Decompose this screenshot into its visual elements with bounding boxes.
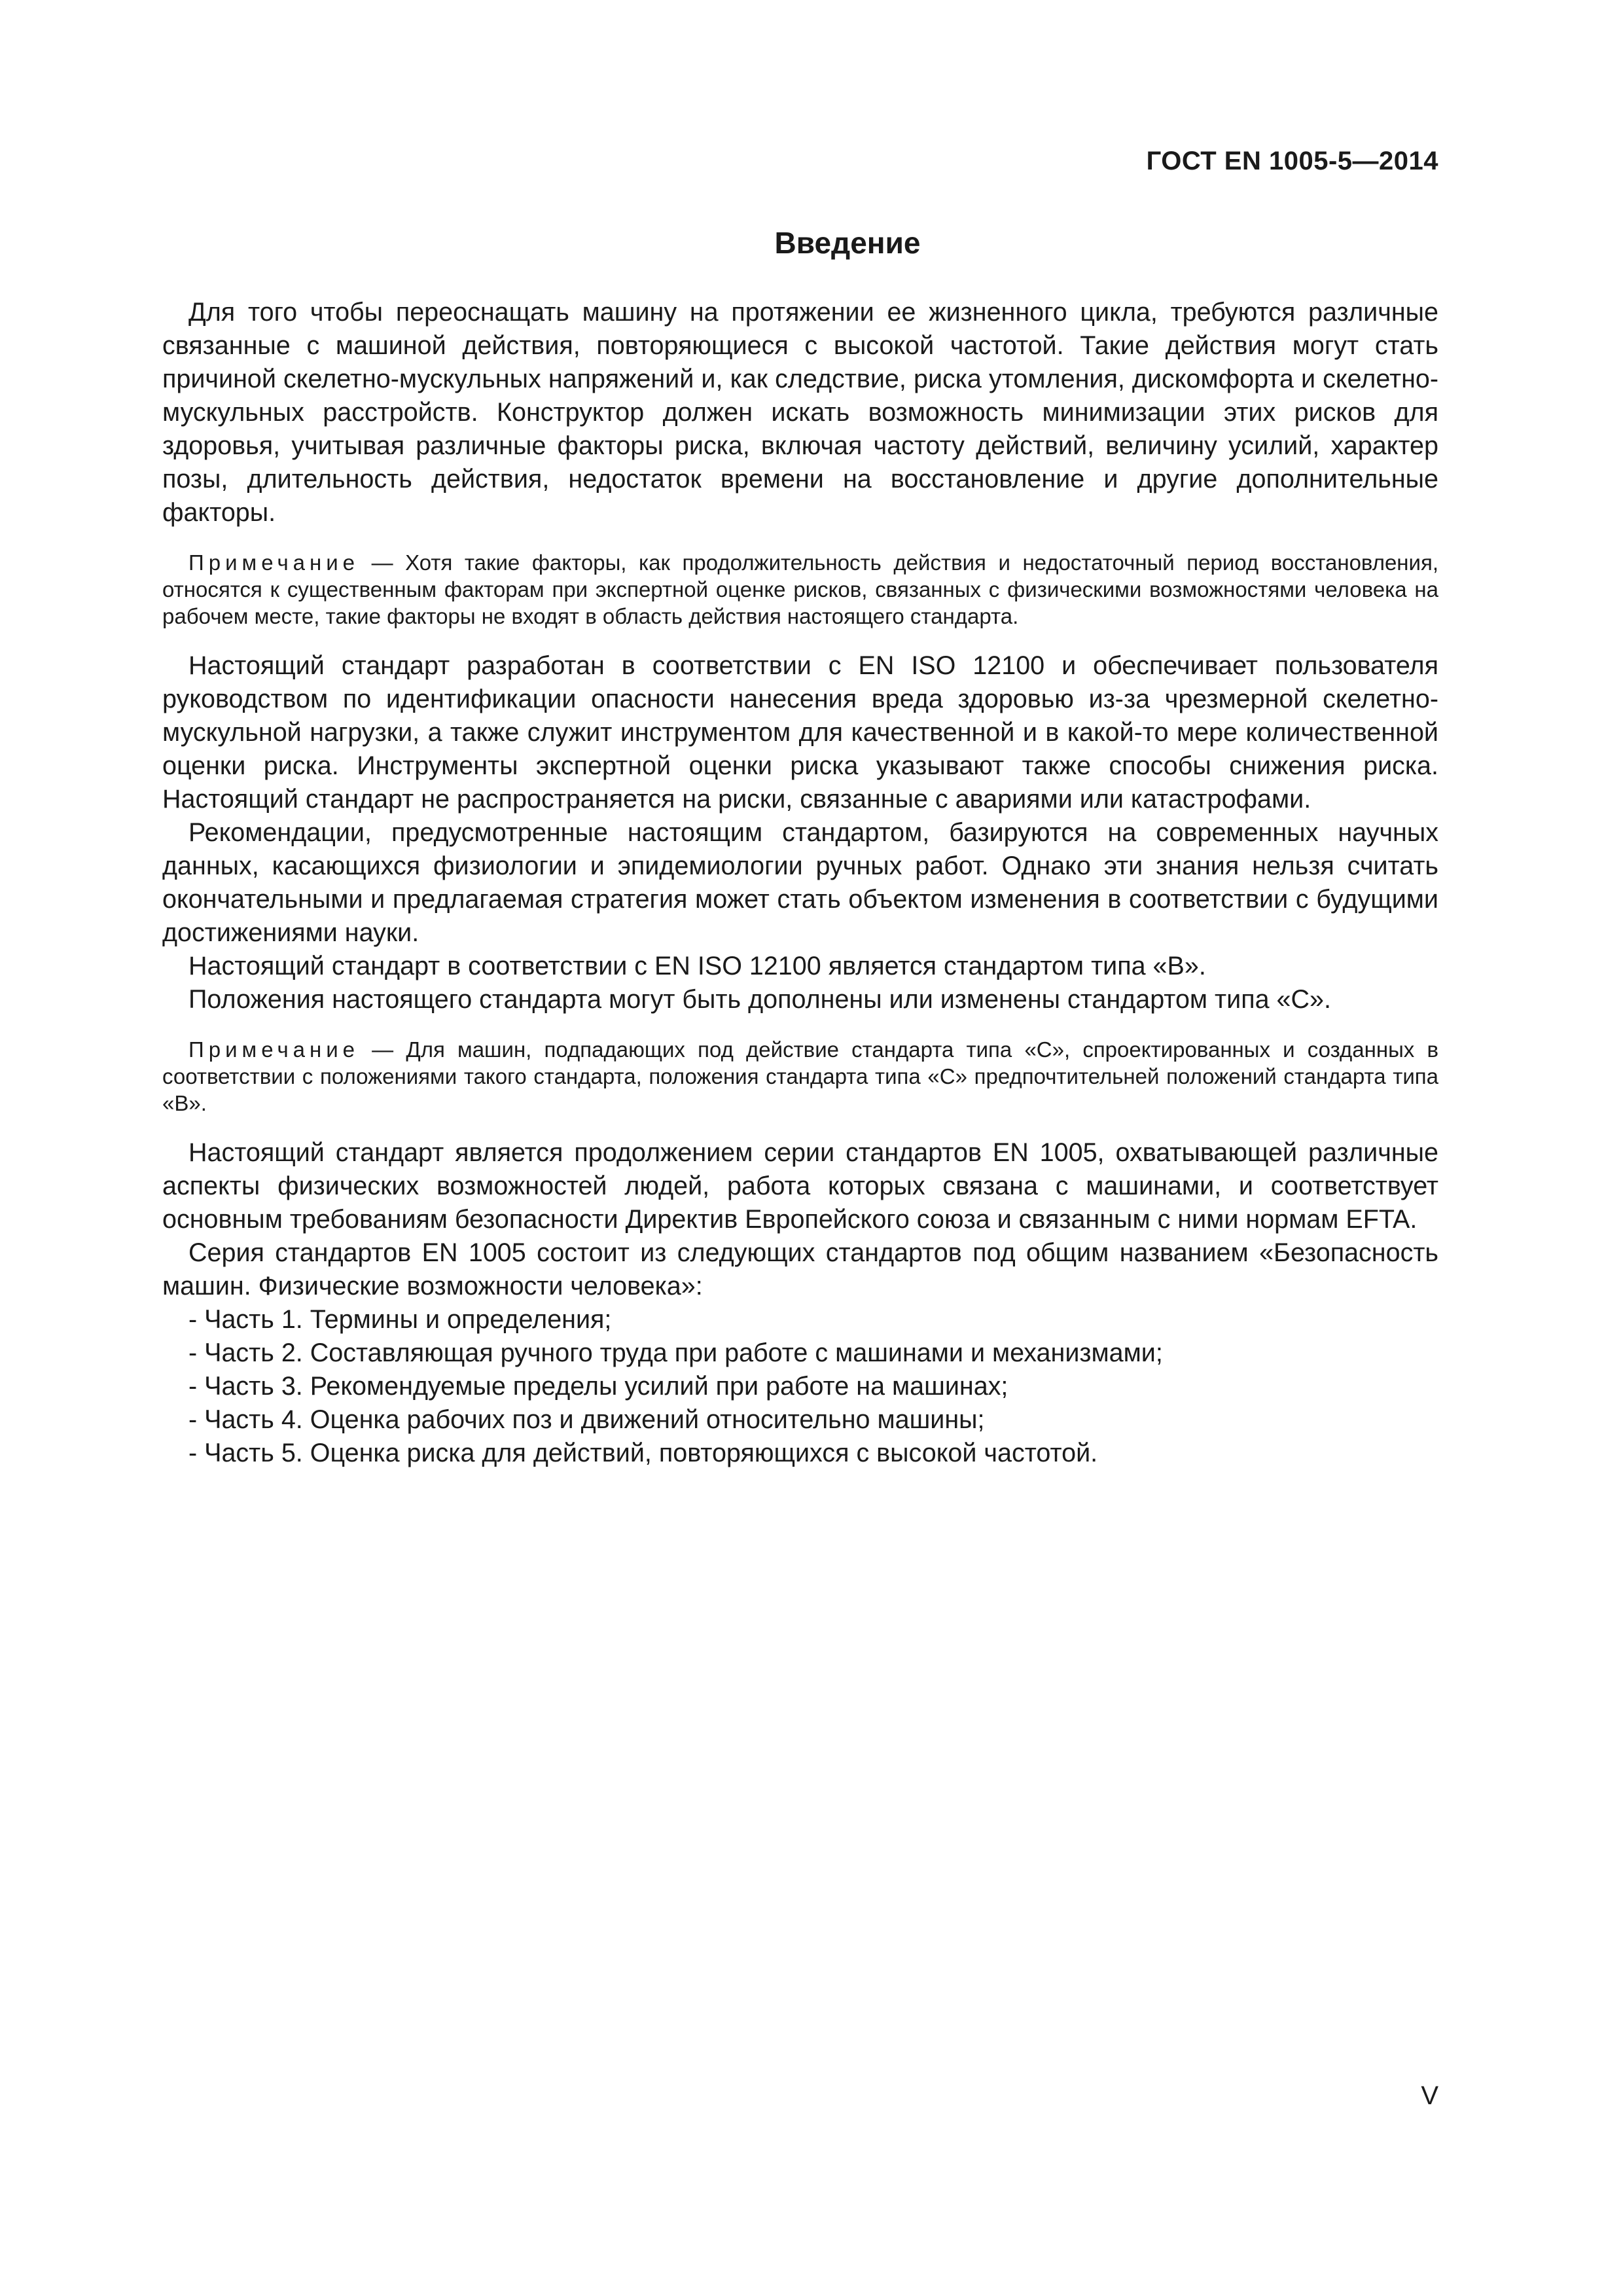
list-item: - Часть 2. Составляющая ручного труда при работе с машинами и механизмами; (188, 1338, 1163, 1367)
standard-code: ГОСТ EN 1005-5—2014 (1146, 147, 1438, 175)
section-body (162, 296, 1438, 1470)
note-2 (162, 1036, 1438, 1117)
list-item: - Часть 5. Оценка риска для действий, повторяющихся с высокой частотой. (188, 1439, 1098, 1467)
section-title: Введение (774, 226, 921, 260)
page-number: V (1421, 2081, 1438, 2110)
list-item: - Часть 4. Оценка рабочих поз и движений относительно машины; (188, 1405, 985, 1434)
paragraph-4: Настоящий стандарт в соответствии с EN ISO 12100 является стандартом типа «B». (188, 952, 1206, 980)
list-item: - Часть 3. Рекомендуемые пределы усилий при работе на машинах; (188, 1372, 1008, 1401)
note-1 (162, 549, 1438, 630)
paragraph-6: Настоящий стандарт является продолжением серии стандартов EN 1005, охватывающей различные аспекты физических возможностей людей, работа которых связана с машинами, и соответствует основным требованиям безопасности Директив Европейского союза и связанным с ними нормам EFTA. (162, 1138, 1438, 1234)
note-1-text: — Хотя такие факторы, как продолжительность действия и недостаточный период восстановления, относятся к существенным факторам при экспертной оценке рисков, связанных с физическими возможностями человека на рабочем месте, такие факторы не входят в область действия настоящего стандарта. (162, 550, 1438, 628)
note-2-label: Примечание (188, 1037, 360, 1062)
list-item: - Часть 1. Термины и определения; (188, 1305, 612, 1334)
paragraph-2: Настоящий стандарт разработан в соответствии с EN ISO 12100 и обеспечивает пользователя руководством по идентификации опасности нанесения вреда здоровью из-за чрезмерной скелетно-мускульной нагрузки, а также служит инструментом для качественной и в какой-то мере количественной оценки риска. Инструменты экспертной оценки риска указывают также способы снижения риска. Настоящий стандарт не распространяется на риски, связанные с авариями или катастрофами. (162, 651, 1438, 814)
paragraph-5: Положения настоящего стандарта могут быть дополнены или изменены стандартом типа «C». (188, 985, 1331, 1014)
paragraph-3: Рекомендации, предусмотренные настоящим стандартом, базируются на современных научных данных, касающихся физиологии и эпидемиологии ручных работ. Однако эти знания нельзя считать окончательными и предлагаемая стратегия может стать объектом изменения в соответствии с будущими достижениями науки. (162, 818, 1438, 947)
note-1-label: Примечание (188, 550, 360, 575)
parts-list (162, 1303, 1438, 1470)
paragraph-1: Для того чтобы переоснащать машину на протяжении ее жизненного цикла, требуются различные связанные с машиной действия, повторяющиеся с высокой частотой. Такие действия могут стать причиной скелетно-мускульных напряжений и, как следствие, риска утомления, дискомфорта и скелетно-мускульных расстройств. Конструктор должен искать возможность минимизации этих рисков для здоровья, учитывая различные факторы риска, включая частоту действий, величину усилий, характер позы, длительность действия, недостаток времени на восстановление и другие дополнительные факторы. (162, 298, 1438, 527)
paragraph-7: Серия стандартов EN 1005 состоит из следующих стандартов под общим названием «Безопасность машин. Физические возможности человека»: (162, 1238, 1438, 1300)
note-2-text: — Для машин, подпадающих под действие стандарта типа «C», спроектированных и созданных в соответствии с положениями такого стандарта, положения стандарта типа «C» предпочтительней положений стандарта типа «B». (162, 1037, 1438, 1115)
